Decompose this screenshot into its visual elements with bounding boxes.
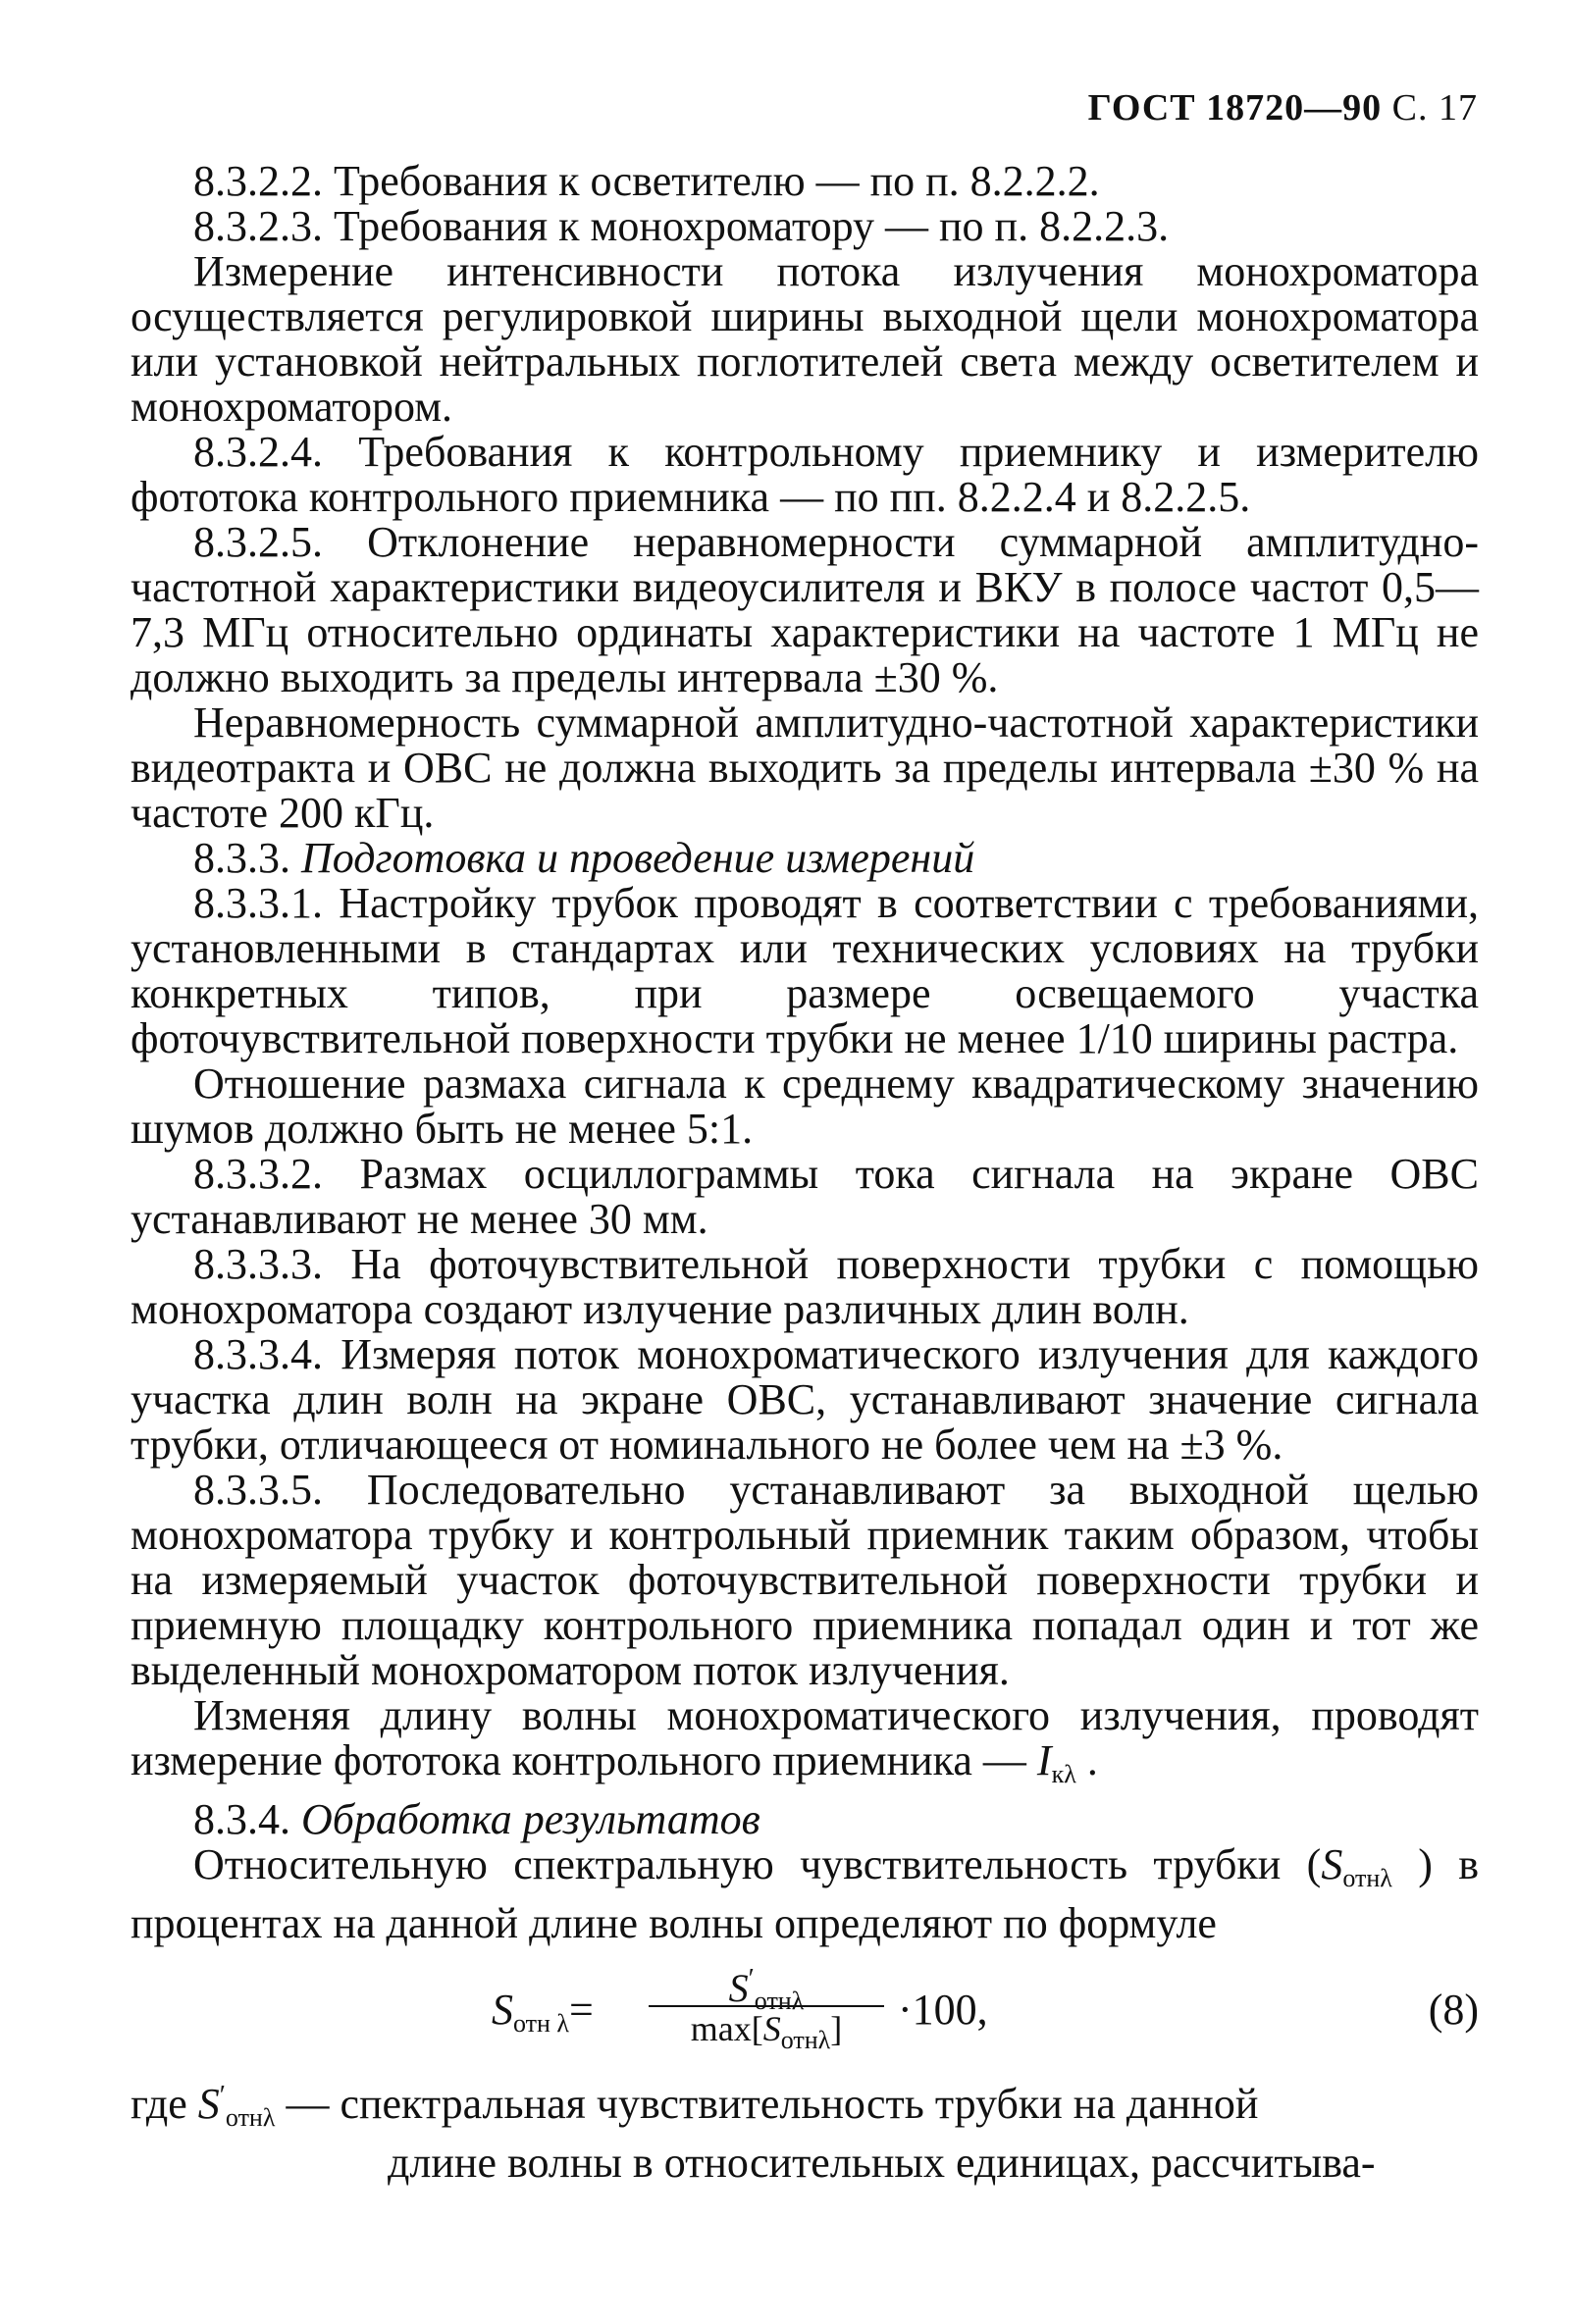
paragraph-relative-sensitivity-tail: ) в процентах на данной длине волны определяют по формуле: [131, 1840, 1479, 1947]
paragraph-8-3-3-3: 8.3.3.3. На фоточувствительной поверхности трубки с помощью монохроматора создают излучение различных длин волн.: [131, 1240, 1479, 1333]
denominator-close: ]: [830, 2009, 843, 2048]
where-symbol: S: [197, 2080, 220, 2128]
page-header: [1088, 86, 1478, 129]
where-line-2: длине волны в относительных единицах, рассчитыва-: [388, 2139, 1376, 2187]
formula-fraction: [649, 1958, 884, 2060]
paragraph-8-3-3-4: 8.3.3.4. Измеряя поток монохроматического излучения для каждого участка длин волн на экране ОВС, устанавливают значение сигнала трубки, отличающееся от номинального не более чем на ±3 %.: [131, 1330, 1479, 1469]
section-number: 8.3.3.: [193, 834, 290, 882]
formula-denominator: [649, 2009, 884, 2060]
formula-equals: =: [569, 1986, 594, 2034]
paragraph-nonuniformity: Неравномерность суммарной амплитудно-частотной характеристики видеотракта и ОВС не должна выходить за пределы интервала ±30 % на частоте 200 кГц.: [131, 698, 1479, 837]
where-definition-1: — спектральная чувствительность трубки на данной: [286, 2080, 1259, 2128]
formula-number: (8): [1428, 1986, 1479, 2034]
paragraph-8-3-2-3: 8.3.2.3. Требования к монохроматору — по п. 8.2.2.3.: [193, 202, 1170, 250]
paragraph-8-3-3-1: [131, 881, 1479, 1061]
paragraph-relative-sensitivity-text: Относительную спектральную чувствительность трубки (: [193, 1840, 1322, 1888]
paragraph-wavelength-change: [131, 1693, 1479, 1797]
section-title: Подготовка и проведение измерений: [301, 834, 975, 882]
formula-lhs: [492, 1988, 594, 2046]
formula-numerator: [649, 1958, 884, 2015]
photocurrent-symbol: I: [1036, 1736, 1052, 1784]
paragraph-8-3-3-1-tail: ширины растра.: [1163, 1014, 1459, 1062]
paragraph-8-3-3-2: 8.3.3.2. Размах осциллограммы тока сигнала на экране ОВС устанавливают не менее 30 мм.: [131, 1150, 1479, 1243]
document-body: [131, 159, 1479, 2186]
paragraph-wavelength-text: Изменяя длину волны монохроматического излучения, проводят измерение фототока контрольного приемника —: [131, 1691, 1479, 1784]
fraction-one-tenth: 1/10: [1075, 1014, 1153, 1062]
standard-number: ГОСТ 18720—90: [1087, 87, 1383, 129]
paragraph-end-dot: .: [1086, 1736, 1098, 1784]
where-prime: ′: [219, 2081, 226, 2111]
formula-multiplier: ·100,: [898, 1986, 988, 2034]
paragraph-8-3-2-2: 8.3.2.2. Требования к осветителю — по п. 8.2.2.2.: [193, 157, 1100, 205]
sensitivity-subscript: отнλ: [1342, 1864, 1392, 1892]
denominator-symbol: S: [762, 2009, 781, 2048]
paragraph-8-3-3-1-text: 8.3.3.1. Настройку трубок проводят в соответствии с требованиями, установленными в стандартах или технических условиях на трубки конкретных типов, при размере освещаемого участка фоточувствительной поверхности трубки не менее: [131, 879, 1479, 1062]
where-clause: [131, 2074, 1479, 2186]
where-subscript: отнλ: [225, 2103, 276, 2132]
section-title: Обработка результатов: [301, 1795, 760, 1843]
paragraph-8-3-3-5: 8.3.3.5. Последовательно устанавливают за выходной щелью монохроматора трубку и контрольный приемник таким образом, чтобы на измеряемый участок фоточувствительной поверхности трубки и приемную площадку контрольного приемника попадал один и тот же выделенный монохроматором поток излучения.: [131, 1466, 1479, 1694]
section-8-3-4-heading: [131, 1797, 1479, 1842]
denominator-max: max[: [690, 2009, 763, 2048]
paragraph-monochromator-intensity: Измерение интенсивности потока излучения монохроматора осуществляется регулировкой ширины выходной щели монохроматора или установкой нейтральных поглотителей света между осветителем и монохроматором.: [131, 247, 1479, 431]
formula-lhs-subscript: отн λ: [513, 2009, 570, 2038]
section-number: 8.3.4.: [193, 1795, 290, 1843]
numerator-subscript: отнλ: [754, 1987, 805, 2015]
sensitivity-symbol: S: [1321, 1840, 1343, 1888]
paragraph-8-3-2-4: 8.3.2.4. Требования к контрольному приемнику и измерителю фототока контрольного приемника — по пп. 8.2.2.4 и 8.2.2.5.: [131, 428, 1479, 521]
numerator-symbol: S: [728, 1966, 749, 2010]
page-number: С. 17: [1391, 87, 1478, 129]
formula-8: [131, 1958, 1479, 2068]
where-word: где: [131, 2080, 187, 2128]
photocurrent-subscript: кλ: [1051, 1760, 1076, 1788]
paragraph-8-3-2-5: 8.3.2.5. Отклонение неравномерности суммарной амплитудно-частотной характеристики видеоусилителя и ВКУ в полосе частот 0,5—7,3 МГц относительно ординаты характеристики на частоте 1 МГц не должно выходить за пределы интервала ±30 %.: [131, 518, 1479, 701]
numerator-prime: ′: [748, 1964, 755, 1994]
formula-lhs-symbol: S: [492, 1986, 513, 2034]
section-8-3-3-heading: [131, 836, 1479, 881]
denominator-subscript: отнλ: [780, 2026, 831, 2054]
paragraph-signal-noise-ratio: Отношение размаха сигнала к среднему квадратическому значению шумов должно быть не менее 5:1.: [131, 1059, 1479, 1153]
where-line-1: [131, 2074, 1479, 2141]
paragraph-relative-sensitivity: [131, 1842, 1479, 1946]
